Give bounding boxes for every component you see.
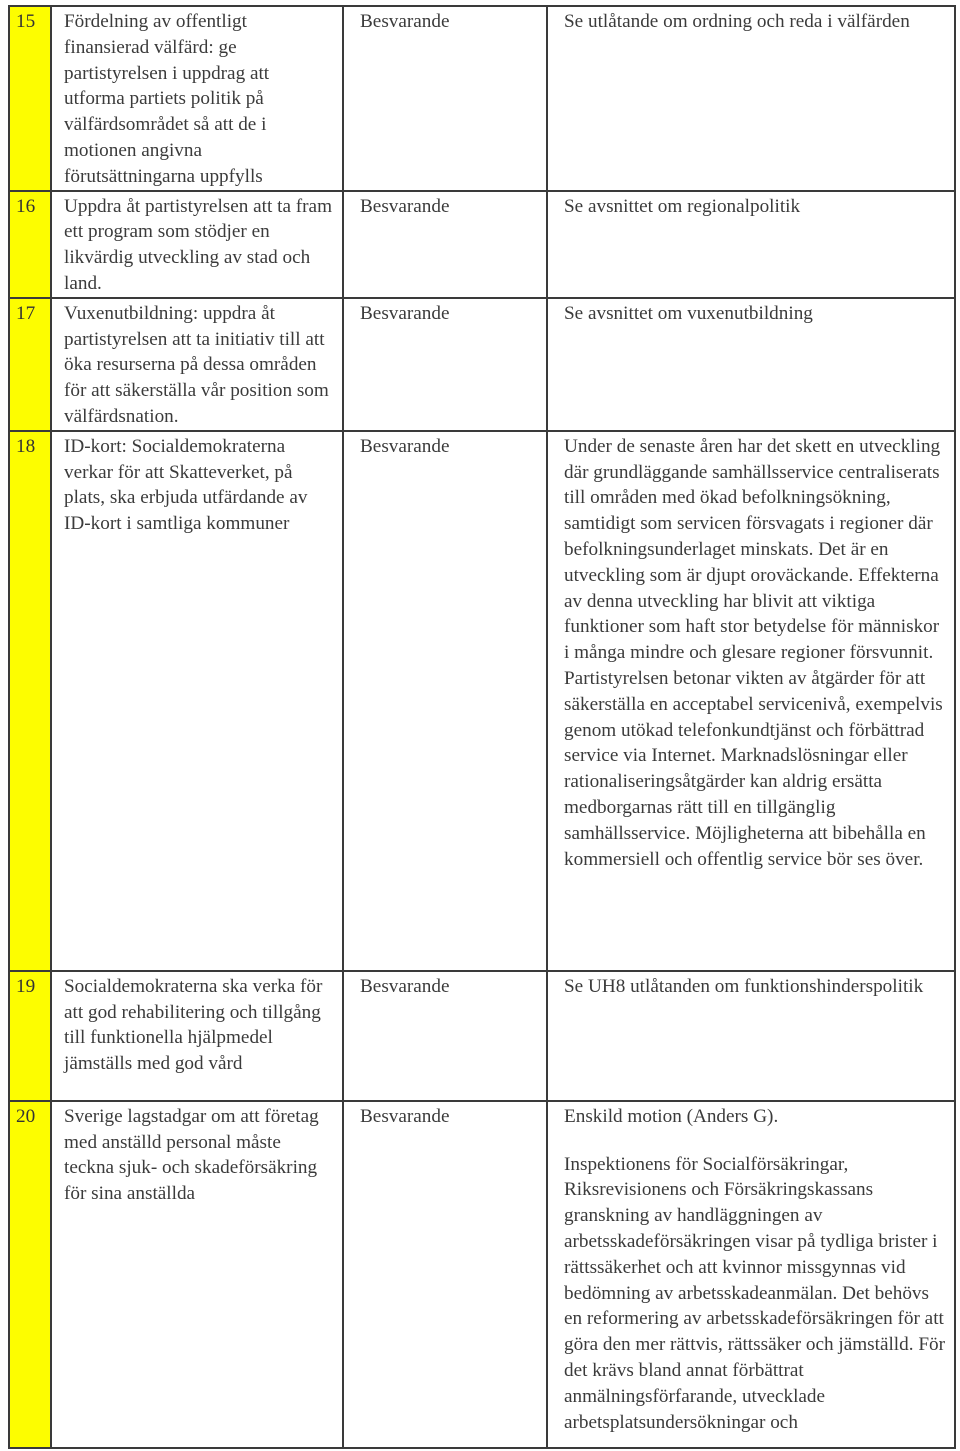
status-text: Besvarande — [343, 1101, 547, 1448]
comment-paragraph: Se avsnittet om regionalpolitik — [564, 195, 801, 217]
table-row — [9, 431, 955, 971]
comment-cell — [547, 1101, 955, 1448]
status-text: Besvarande — [343, 6, 547, 191]
comment-paragraph: Inspektionens för Socialförsäkringar, Riksrevisionens och Försäkringskassans granskning av handläggningen av arbetsskadeförsäkringen visar på tydliga brister i rättssäkerhet och att kvinnor missgynnas vid bedömning av arbetsskadeanmälan. Det behövs en reformering av arbetsskadeförsäkringen för att göra den mer rättvis, rättssäker och jämställd. För det krävs bland annat förbättrat anmälningsförfarande, utvecklade arbetsplatsundersökningar och — [564, 1153, 945, 1433]
comment-cell — [547, 6, 955, 191]
row-number: 15 — [9, 6, 51, 191]
comment-paragraph: Se avsnittet om vuxenutbildning — [564, 302, 813, 324]
table-row — [9, 298, 955, 431]
motion-title: Socialdemokraterna ska verka för att god rehabilitering och tillgång till funktionella hjälpmedel jämställs med god vård — [51, 971, 343, 1101]
table-row — [9, 191, 955, 298]
status-text: Besvarande — [343, 191, 547, 298]
motion-title: Sverige lagstadgar om att företag med anställd personal måste teckna sjuk- och skadeförsäkring för sina anställda — [51, 1101, 343, 1448]
motion-title: Uppdra åt partistyrelsen att ta fram ett program som stödjer en likvärdig utveckling av stad och land. — [51, 191, 343, 298]
motion-title: Fördelning av offentligt finansierad välfärd: ge partistyrelsen i uppdrag att utforma partiets politik på välfärdsområdet så att de i motionen angivna förutsättningarna uppfylls — [51, 6, 343, 191]
comment-paragraph: Se UH8 utlåtanden om funktionshinderspolitik — [564, 975, 924, 997]
row-number: 19 — [9, 971, 51, 1101]
comment-paragraph: Se utlåtande om ordning och reda i välfärden — [564, 11, 910, 32]
motions-table — [8, 5, 956, 1449]
row-number: 17 — [9, 298, 51, 431]
row-number: 20 — [9, 1101, 51, 1448]
table-row — [9, 971, 955, 1101]
comment-cell — [547, 298, 955, 431]
table-row — [9, 1101, 955, 1448]
table-row — [9, 6, 955, 191]
comment-paragraph: Enskild motion (Anders G). — [564, 1105, 779, 1127]
comment-paragraph: Under de senaste åren har det skett en utveckling där grundläggande samhällsservice centraliserats till områden med ökad befolkningsökning, samtidigt som servicen försvagats i regioner där befolkningsunderlaget minskats. Det är en utveckling som är djupt oroväckande. Effekterna av denna utveckling har blivit att viktiga funktioner som haft stor betydelse för människor i många mindre och glesare regioner försvunnit. Partistyrelsen betonar vikten av åtgärder för att säkerställa en acceptabel servicenivå, exempelvis genom utökad telefonkundtjänst och förbättrad service via Internet. Marknadslösningar eller rationaliseringsåtgärder kan aldrig ersätta medborgarnas rätt till en tillgänglig samhällsservice. Möjligheterna att bibehålla en kommersiell och offentlig service bör ses över. — [564, 435, 943, 870]
comment-cell — [547, 191, 955, 298]
status-text: Besvarande — [343, 431, 547, 971]
comment-cell — [547, 971, 955, 1101]
row-number: 18 — [9, 431, 51, 971]
status-text: Besvarande — [343, 971, 547, 1101]
motion-title: Vuxenutbildning: uppdra åt partistyrelsen att ta initiativ till att öka resurserna på dessa områden för att säkerställa vår position som välfärdsnation. — [51, 298, 343, 431]
row-number: 16 — [9, 191, 51, 298]
motion-title: ID-kort: Socialdemokraterna verkar för att Skatteverket, på plats, ska erbjuda utfärdande av ID-kort i samtliga kommuner — [51, 431, 343, 971]
comment-cell — [547, 431, 955, 971]
status-text: Besvarande — [343, 298, 547, 431]
